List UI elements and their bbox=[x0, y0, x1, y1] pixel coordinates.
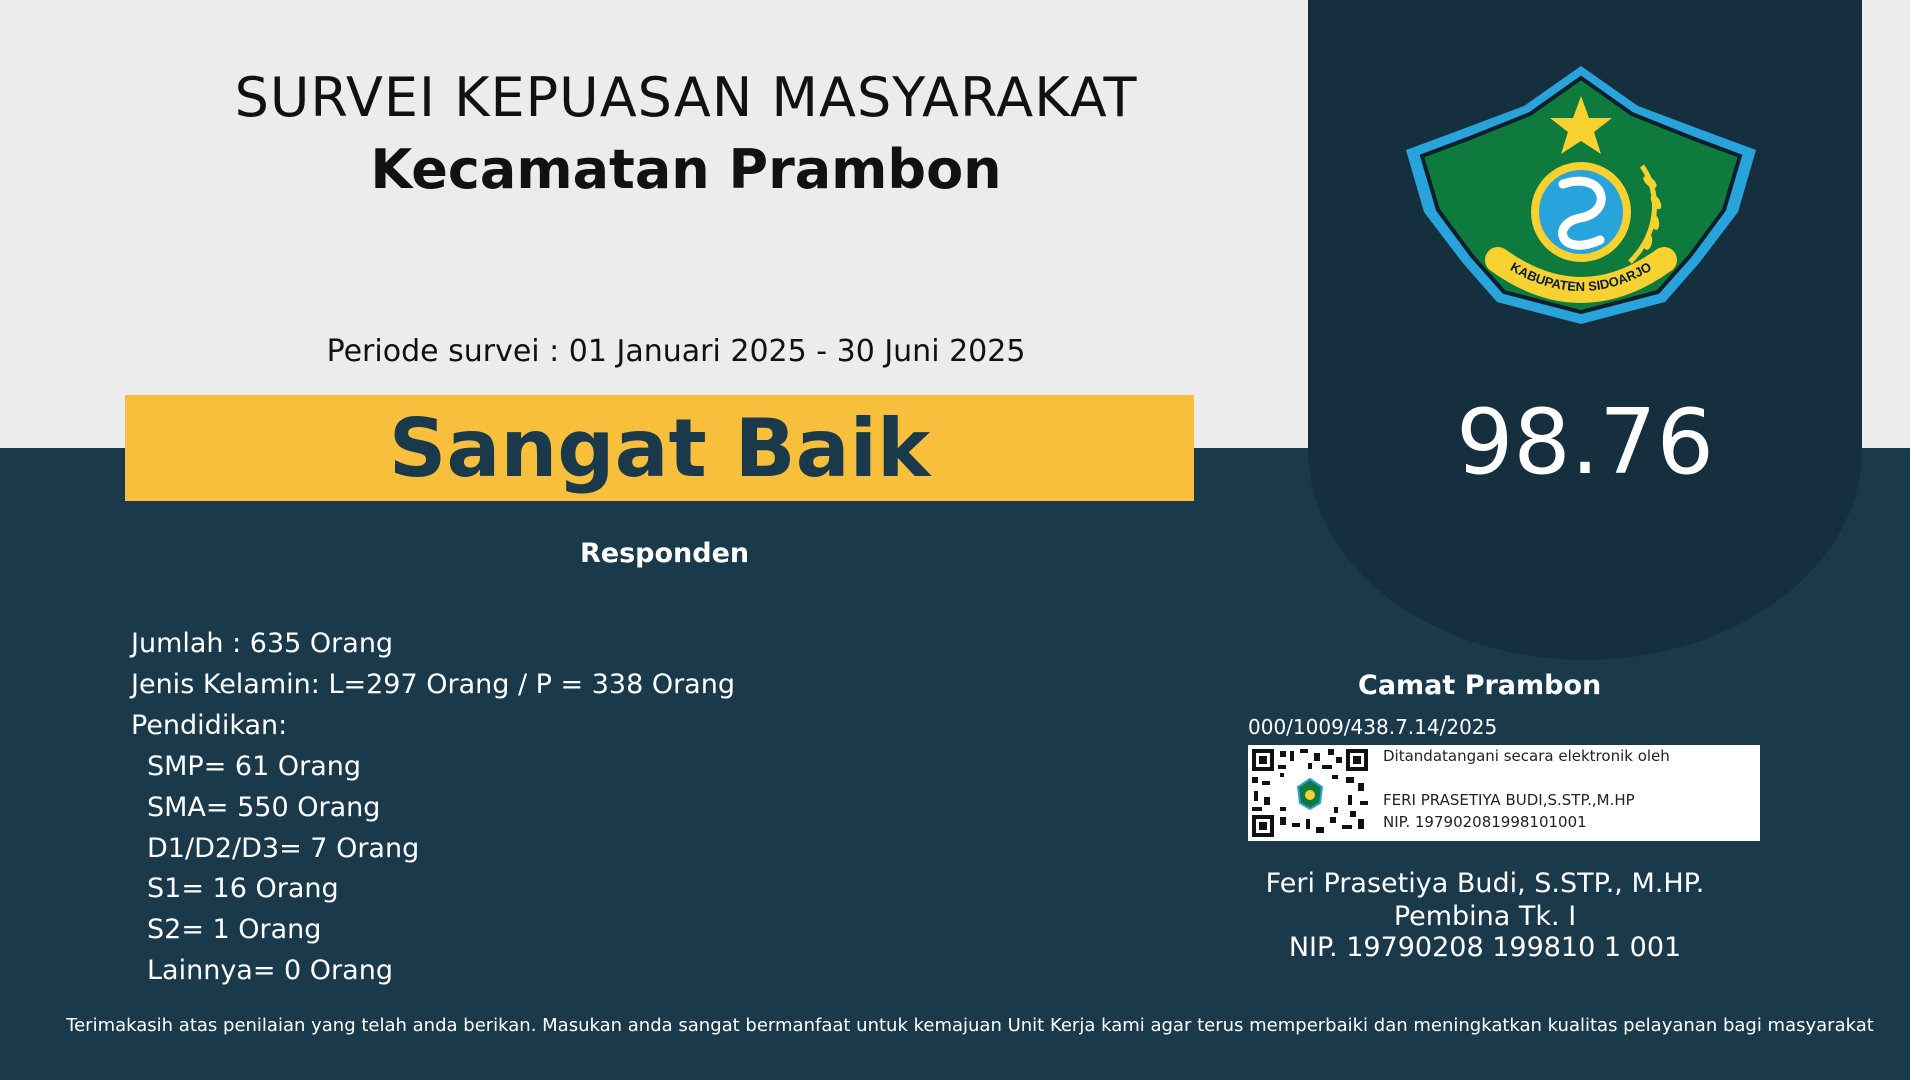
education-item: S2= 1 Orang bbox=[147, 914, 322, 945]
result-banner bbox=[125, 395, 1194, 501]
signer-name: Feri Prasetiya Budi, S.STP., M.HP. bbox=[1265, 868, 1705, 899]
emblem-banner-text: KABUPATEN SIDOARJO bbox=[1508, 259, 1654, 295]
education-item: SMP= 61 Orang bbox=[147, 751, 362, 782]
document-number: 000/1009/438.7.14/2025 bbox=[1248, 715, 1498, 739]
esign-nip: NIP. 197902081998101001 bbox=[1383, 813, 1587, 831]
right-edge-strip bbox=[1910, 0, 1920, 1080]
education-item: S1= 16 Orang bbox=[147, 873, 339, 904]
qr-code-icon bbox=[1250, 747, 1370, 839]
footer-note: Terimakasih atas penilaian yang telah anda berikan. Masukan anda sangat bermanfaat untuk kemajuan Unit Kerja kami agar terus memperbaiki dan meningkatkan kualitas pelayanan bagi masyarakat bbox=[66, 1015, 1874, 1036]
education-item: SMA= 550 Orang bbox=[147, 792, 381, 823]
survey-title: SURVEI KEPUASAN MASYARAKAT bbox=[234, 66, 1138, 129]
electronic-signature-box bbox=[1248, 745, 1760, 841]
esign-statement: Ditandatangani secara elektronik oleh bbox=[1383, 747, 1670, 765]
respondents-heading: Responden bbox=[580, 538, 750, 569]
survey-subtitle: Kecamatan Prambon bbox=[370, 138, 1002, 201]
result-label: Sangat Baik bbox=[388, 401, 931, 495]
kabupaten-sidoarjo-emblem-icon bbox=[1400, 62, 1762, 330]
signer-rank: Pembina Tk. I bbox=[1393, 901, 1577, 932]
score-value: 98.76 bbox=[1456, 390, 1714, 495]
education-item: D1/D2/D3= 7 Orang bbox=[147, 833, 420, 864]
respondents-total: Jumlah : 635 Orang bbox=[131, 628, 394, 659]
signer-title: Camat Prambon bbox=[1358, 670, 1602, 701]
education-heading: Pendidikan: bbox=[131, 710, 288, 741]
esign-name: FERI PRASETIYA BUDI,S.STP.,M.HP bbox=[1383, 791, 1635, 809]
respondents-gender: Jenis Kelamin: L=297 Orang / P = 338 Orang bbox=[131, 669, 735, 700]
survey-period: Periode survei : 01 Januari 2025 - 30 Juni 2025 bbox=[326, 334, 1026, 369]
signer-nip: NIP. 19790208 199810 1 001 bbox=[1288, 932, 1682, 963]
education-item: Lainnya= 0 Orang bbox=[147, 955, 393, 986]
